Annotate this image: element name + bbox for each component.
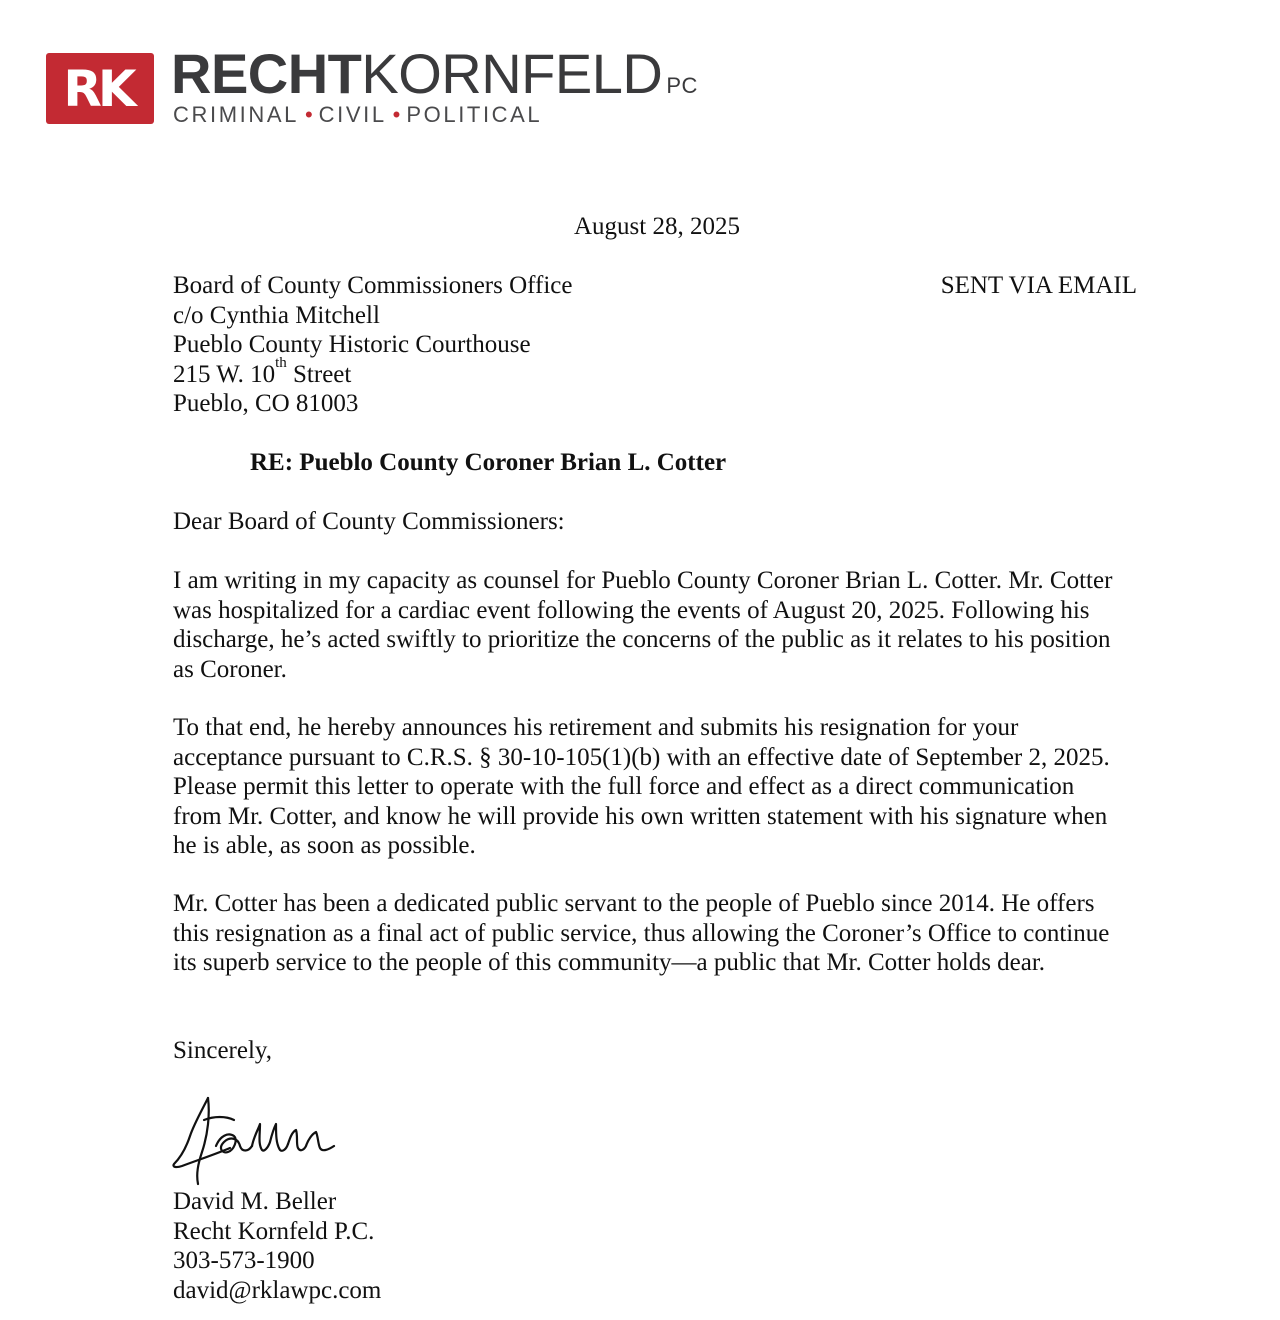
paragraph-line: from Mr. Cotter, and know he will provide his own written statement with his signature when	[173, 802, 1108, 830]
paragraph-line: its superb service to the people of this community—a public that Mr. Cotter holds dear.	[173, 949, 1046, 976]
paragraph-line: Please permit this letter to operate with the full force and effect as a direct communication	[173, 773, 1075, 800]
paragraph-line: To that end, he hereby announces his retirement and submits his resignation for your	[173, 714, 1019, 741]
subject-line: RE: Pueblo County Coroner Brian L. Cotter	[250, 449, 727, 476]
recipient-city: Pueblo, CO 81003	[173, 390, 359, 417]
firm-suffix: PC	[666, 73, 698, 98]
practice-area-civil: CIVIL	[318, 102, 387, 127]
signatory-phone: 303-573-1900	[173, 1247, 315, 1274]
practice-areas	[173, 104, 542, 126]
signatory-name: David M. Beller	[173, 1188, 337, 1215]
street-suffix: Street	[286, 360, 352, 388]
logo-mark-text: RK	[63, 59, 133, 118]
paragraph-line: was hospitalized for a cardiac event following the events of August 20, 2025. Following his	[173, 596, 1090, 624]
street-ordinal: th	[275, 354, 287, 371]
firm-name	[171, 42, 698, 105]
firm-name-bold: RECHT	[171, 42, 362, 105]
tagline-separator: •	[392, 102, 401, 127]
recipient-line: Pueblo County Historic Courthouse	[173, 331, 531, 358]
recipient-line: c/o Cynthia Mitchell	[173, 301, 380, 329]
body-paragraph-1	[173, 566, 1148, 684]
paragraph-line: Mr. Cotter has been a dedicated public servant to the people of Pueblo since 2014. He offers	[173, 890, 1095, 917]
firm-logo-mark	[46, 53, 154, 124]
body-paragraph-2	[173, 713, 1148, 861]
practice-area-political: POLITICAL	[406, 102, 543, 127]
paragraph-line: acceptance pursuant to C.R.S. § 30-10-105(1)(b) with an effective date of September 2, 2025.	[173, 743, 1110, 771]
recipient-street	[173, 354, 573, 390]
signatory-firm: Recht Kornfeld P.C.	[173, 1217, 375, 1245]
paragraph-line: this resignation as a final act of public service, thus allowing the Coroner’s Office to continue	[173, 919, 1110, 947]
practice-area-criminal: CRIMINAL	[173, 102, 299, 127]
street-prefix: 215 W. 10	[173, 360, 276, 388]
paragraph-line: as Coroner.	[173, 655, 287, 683]
recipient-line: Board of County Commissioners Office	[173, 272, 573, 299]
delivery-method: SENT VIA EMAIL	[940, 272, 1137, 299]
body-paragraph-3	[173, 889, 1148, 978]
firm-name-light: KORNFELD	[361, 42, 663, 105]
paragraph-line: discharge, he’s acted swiftly to prioritize the concerns of the public as it relates to his position	[173, 626, 1111, 653]
handwritten-signature	[168, 1090, 358, 1190]
signatory-email: david@rklawpc.com	[173, 1276, 382, 1304]
salutation: Dear Board of County Commissioners:	[173, 508, 565, 535]
closing: Sincerely,	[173, 1037, 273, 1064]
letter-date: August 28, 2025	[574, 213, 740, 240]
paragraph-line: he is able, as soon as possible.	[173, 832, 476, 859]
paragraph-line: I am writing in my capacity as counsel for Pueblo County Coroner Brian L. Cotter. Mr. Cotter	[173, 567, 1113, 594]
recipient-address	[173, 271, 573, 419]
signature-block	[173, 1187, 381, 1305]
tagline-separator: •	[304, 102, 313, 127]
